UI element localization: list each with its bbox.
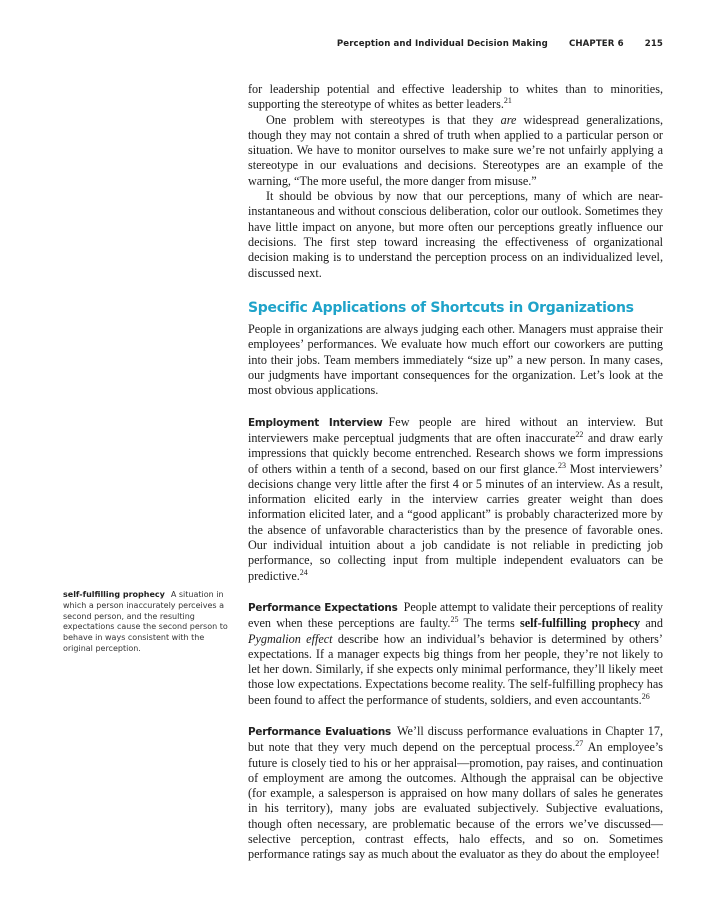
emphasis: are bbox=[500, 112, 517, 127]
paragraph-perception-summary: It should be obvious by now that our perceptions, many of which are near-instantaneous and without conscious deliberation, color our outlook. Sometimes they have little impact on anyone, but more often our perceptions greatly influence our decisions. The first step toward increasing the effectiveness of organizational decision making is to understand the perception process on an individualized level, discussed next. bbox=[248, 189, 663, 280]
paragraph-employment-interview: Employment Interview Few people are hired without an interview. But interviewers make perceptual judgments that are often inaccurate$^{22}$ and draw early impressions that quickly become entrenched. Research shows we form impressions of others within a tenth of a second, based on our first glance.$^{23}$ Most interviewers’ decisions change very little after the first 4 or 5 minutes of an interview. As a result, information elicited early in the interview carries greater weight than does information elicited later, and a “good applicant” is probably characterized more by the absence of unfavorable characteristics than by the presence of favorable ones. Our individual intuition about a job candidate is not reliable in predicting job performance, so collecting input from multiple independent evaluators can be predictive.$^{24}$ bbox=[248, 414, 664, 583]
paragraph-stereotype-continuation: for leadership potential and effective leadership to whites than to minorities, supporting the stereotype of whites as better leaders.$^{21}$ bbox=[248, 82, 663, 112]
key-term: self-fulfilling prophecy bbox=[520, 616, 641, 631]
section-heading: Specific Applications of Shortcuts in Organizations bbox=[248, 299, 634, 316]
paragraph-stereotype-problem: One problem with stereotypes is that they are widespread generalizations, though they may not contain a shred of truth when applied to a particular person or situation. We have to monitor ourselves to make sure we’re not unfairly applying a stereotype in our evaluations and decisions. Stereotypes are an example of the warning, “The more useful, the more danger from misuse.” bbox=[248, 112, 663, 188]
paragraph-performance-evaluations: Performance Evaluations We’ll discuss performance evaluations in Chapter 17, but note that they very much depend on the perceptual process.$^{27}$ An employee’s future is closely tied to his or her appraisal—promotion, pay raises, and continuation of employment are among the outcomes. Although the appraisal can be objective (for example, a salesperson is appraised on how many dollars of sales he generates in his territory), many jobs are evaluated subjectively. Subjective evaluations, though often necessary, are problematic because of the errors we’ve discussed—selective perception, contrast effects, halo effects, and so on. Sometimes performance ratings say as much about the evaluator as they do about the employee! bbox=[248, 723, 663, 862]
page-number: 215 bbox=[644, 39, 663, 49]
subheading-employment-interview: Employment Interview bbox=[248, 416, 383, 429]
paragraph-section-intro: People in organizations are always judging each other. Managers must appraise their employees’ performances. We evaluate how much effort our coworkers are putting into their jobs. Team members immediately “size up” a new person. In many cases, our judgments have important consequences for the organization. Let’s look at the most obvious applications. bbox=[248, 322, 663, 398]
chapter-label: CHAPTER 6 bbox=[568, 39, 624, 49]
emphasis: Pygmalion effect bbox=[248, 631, 333, 646]
margin-term: self-fulfilling prophecy bbox=[63, 590, 165, 599]
subheading-performance-evaluations: Performance Evaluations bbox=[248, 725, 392, 738]
paragraph-performance-expectations: Performance Expectations People attempt to validate their perceptions of reality even when these perceptions are faulty.$^{25}$ The terms self-fulfilling prophecy and Pygmalion effect describe how an individual’s behavior is determined by others’ expectations. If a manager expects big things from her people, they’re not likely to let her down. Similarly, if she expects only minimal performance, they’ll likely meet those low expectations. Expectations become reality. The self-fulfilling prophecy has been found to affect the performance of students, soldiers, and even accountants.$^{26}$ bbox=[248, 599, 663, 707]
subheading-performance-expectations: Performance Expectations bbox=[248, 601, 398, 614]
margin-definition bbox=[63, 590, 233, 655]
endnote-ref: 21 bbox=[503, 96, 512, 106]
margin-definition-text: A situation in which a person inaccurately perceives a second person, and the resulting expectations cause the second person to behave in ways consistent with the original perception. bbox=[63, 590, 228, 653]
main-text-column bbox=[248, 82, 663, 863]
running-title: Perception and Individual Decision Making bbox=[336, 39, 548, 49]
running-header bbox=[337, 39, 663, 49]
